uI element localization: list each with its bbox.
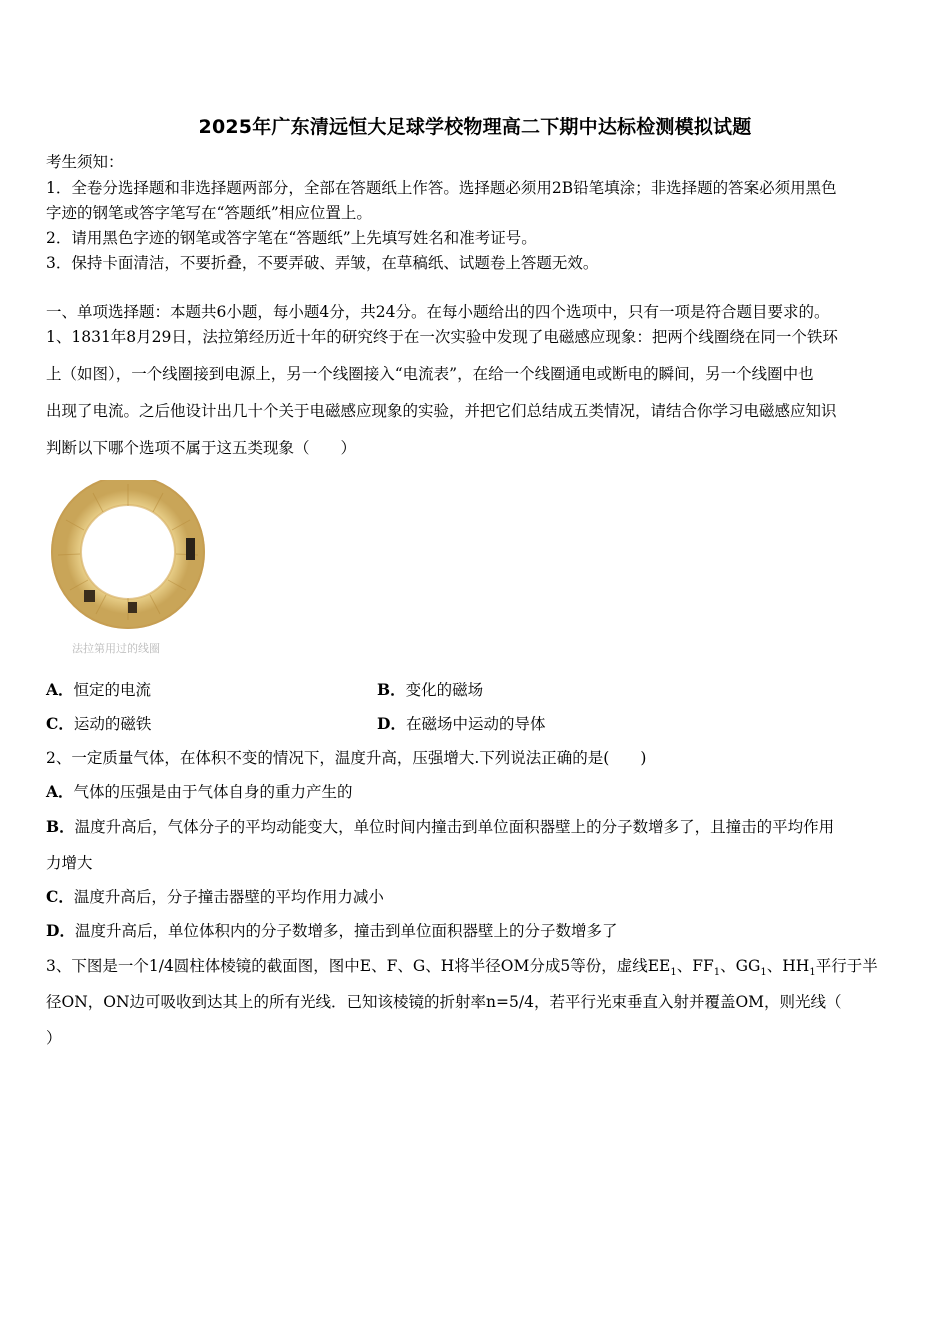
- option-letter: A．: [46, 680, 74, 699]
- q1-options-row: [46, 714, 916, 734]
- subscript: 1: [713, 967, 721, 979]
- q1-stem-line: 出现了电流。之后他设计出几十个关于电磁感应现象的实验，并把它们总结成五类情况，请结合你学习电磁感应知识: [46, 402, 837, 420]
- figure-caption: 法拉第用过的线圈: [72, 642, 160, 655]
- option-letter: A．: [46, 782, 74, 801]
- option-text: 温度升高后，单位体积内的分子数增多，撞击到单位面积器壁上的分子数增多了: [74, 922, 618, 940]
- q1-stem-line: 上（如图），一个线圈接到电源上，另一个线圈接入“电流表”，在给一个线圈通电或断电的瞬间，另一个线圈中也: [46, 365, 814, 383]
- option-text: 恒定的电流: [73, 681, 152, 699]
- notice-item: 字迹的钢笔或答字笔写在“答题纸”相应位置上。: [46, 204, 372, 222]
- q3-text: 、GG: [720, 957, 761, 975]
- q1-stem-line: 1、1831年8月29日，法拉第经历近十年的研究终于在一次实验中发现了电磁感应现象：把两个线圈绕在同一个铁环: [46, 328, 838, 346]
- option-letter: B．: [46, 817, 75, 836]
- q2-option: [46, 782, 916, 802]
- q1-options-row: [46, 680, 916, 700]
- option-text: 在磁场中运动的导体: [405, 715, 546, 733]
- q2-option: [46, 887, 916, 907]
- option-text: 温度升高后，分子撞击器壁的平均作用力减小: [73, 888, 384, 906]
- option-letter: C．: [46, 887, 74, 906]
- section-heading: 一、单项选择题：本题共6小题，每小题4分，共24分。在每小题给出的四个选项中，只有一项是符合题目要求的。: [46, 303, 830, 321]
- notice-item: 1．全卷分选择题和非选择题两部分，全部在答题纸上作答。选择题必须用2B铅笔填涂；非选择题的答案必须用黑色: [46, 179, 837, 197]
- option-letter: B．: [377, 680, 406, 699]
- q2-option-continued: 力增大: [46, 854, 93, 872]
- option-text: 温度升高后，气体分子的平均动能变大，单位时间内撞击到单位面积器壁上的分子数增多了，且撞击的平均作用: [74, 818, 835, 836]
- option-text: 变化的磁场: [405, 681, 484, 699]
- subscript: 1: [760, 967, 767, 979]
- q3-stem-line: 径ON，ON边可吸收到达其上的所有光线．已知该棱镜的折射率n=5/4，若平行光束垂直入射并覆盖OM，则光线（: [46, 993, 842, 1011]
- option-letter: C．: [46, 714, 74, 733]
- subscript: 1: [670, 967, 677, 979]
- option-text: 气体的压强是由于气体自身的重力产生的: [73, 783, 353, 801]
- notice-item: 2．请用黑色字迹的钢笔或答字笔在“答题纸”上先填写姓名和准考证号。: [46, 229, 537, 247]
- q3-text: 平行于半: [815, 957, 878, 975]
- faraday-coil-figure: [48, 480, 216, 660]
- option-letter: D．: [377, 714, 406, 733]
- q2-stem: 2、一定质量气体，在体积不变的情况下，温度升高，压强增大.下列说法正确的是( ): [46, 749, 647, 767]
- q3-stem-line: [46, 956, 916, 983]
- q3-text: 3、下图是一个1/4圆柱体棱镜的截面图，图中E、F、G、H将半径OM分成5等份，虚线EE: [46, 957, 671, 975]
- q3-text: 、HH: [766, 957, 810, 975]
- page-title: 2025年广东清远恒大足球学校物理高二下期中达标检测模拟试题: [198, 116, 752, 138]
- iron-ring-image: [48, 480, 216, 660]
- option-text: 运动的磁铁: [73, 715, 152, 733]
- option-letter: D．: [46, 921, 75, 940]
- q2-option: [46, 921, 916, 941]
- q3-text: 、FF: [676, 957, 714, 975]
- notice-heading: 考生须知：: [46, 153, 124, 171]
- notice-item: 3．保持卡面清洁，不要折叠，不要弄破、弄皱，在草稿纸、试题卷上答题无效。: [46, 254, 599, 272]
- q2-option: [46, 817, 916, 837]
- subscript: 1: [809, 967, 816, 979]
- q3-stem-line: ）: [46, 1029, 62, 1047]
- q1-stem-line: 判断以下哪个选项不属于这五类现象（ ）: [46, 439, 357, 457]
